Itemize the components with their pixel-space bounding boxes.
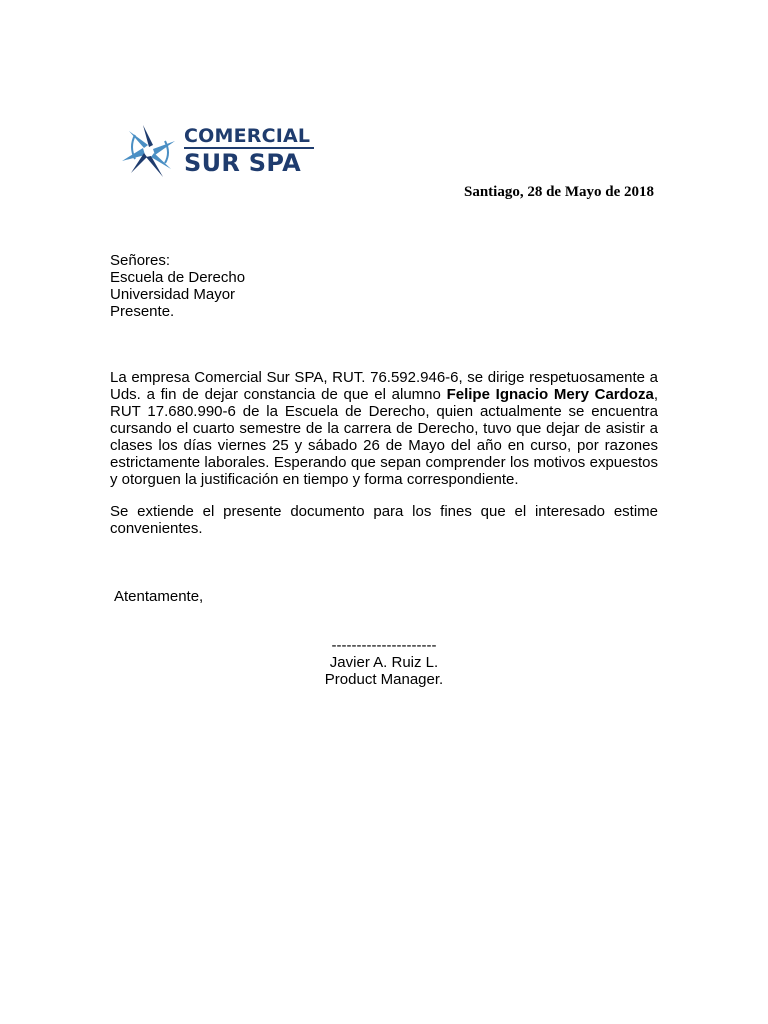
logo-line-1: COMERCIAL bbox=[184, 125, 311, 147]
paragraph-1-start: La empresa Comercial Sur SPA, RUT. 76.592.946-6, se dirige respetuosamente a Uds. a fin de dejar constancia de que el alumno bbox=[110, 369, 658, 403]
body-paragraph-1 bbox=[110, 369, 658, 488]
company-logo bbox=[116, 120, 326, 182]
recipient-presente: Presente. bbox=[110, 303, 175, 320]
logo-line-2: SUR SPA bbox=[184, 149, 301, 177]
recipient-university: Universidad Mayor bbox=[110, 286, 236, 303]
logo-wordmark bbox=[184, 127, 314, 175]
signature-line: --------------------- bbox=[331, 637, 437, 654]
star-compass-icon bbox=[116, 120, 182, 182]
body-paragraph-2: Se extiende el presente documento para los fines que el interesado estime convenientes. bbox=[110, 503, 658, 537]
recipient-school: Escuela de Derecho bbox=[110, 269, 246, 286]
letter-date: Santiago, 28 de Mayo de 2018 bbox=[463, 184, 654, 200]
signer-name: Javier A. Ruiz L. bbox=[329, 654, 439, 671]
signature-block bbox=[284, 637, 484, 688]
recipient-salutation: Señores: bbox=[110, 252, 171, 269]
recipient-block bbox=[110, 252, 658, 320]
paragraph-1-end: , RUT 17.680.990-6 de la Escuela de Derecho, quien actualmente se encuentra cursando el cuarto semestre de la carrera de Derecho, tuvo que dejar de asistir a clases los días viernes 25 y sábado 26 de Mayo del año en curso, por razones estrictamente laborales. Esperando que sepan comprender los motivos expuestos y otorguen la justificación en tiempo y forma correspondiente. bbox=[110, 386, 658, 488]
closing-salutation: Atentamente, bbox=[114, 588, 204, 605]
student-name: Felipe Ignacio Mery Cardoza bbox=[446, 386, 654, 403]
signer-title: Product Manager. bbox=[324, 671, 444, 688]
